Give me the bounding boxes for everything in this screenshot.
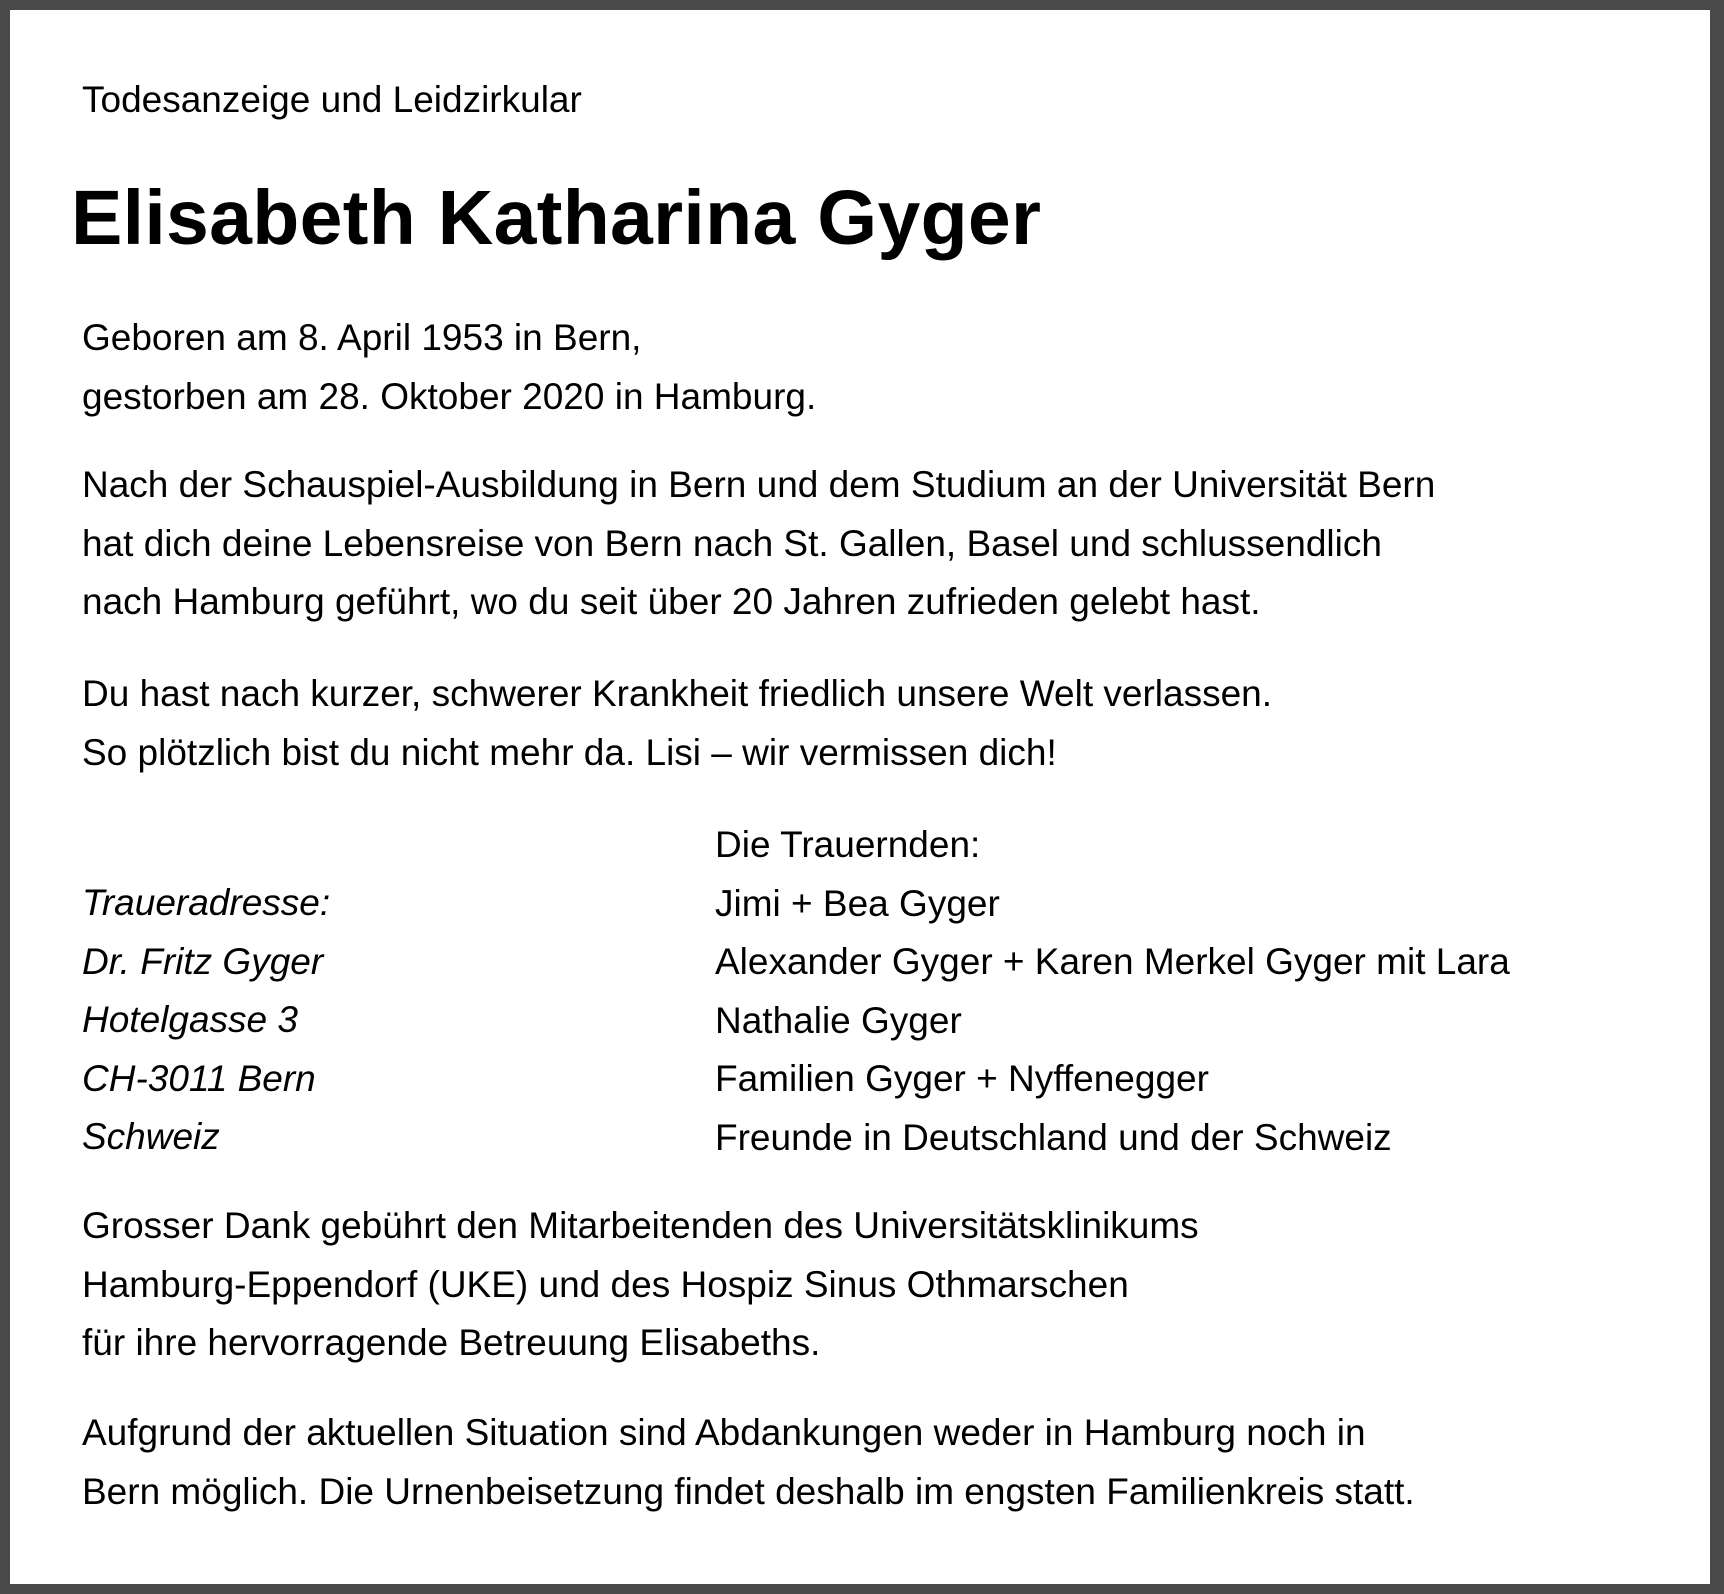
ceremony-paragraph bbox=[82, 1404, 1415, 1521]
address-line: Schweiz bbox=[82, 1116, 220, 1157]
mourner-name: Jimi + Bea Gyger bbox=[715, 882, 1000, 924]
thanks-line: für ihre hervorragende Betreuung Elisabeths. bbox=[82, 1322, 821, 1363]
address-line: Dr. Fritz Gyger bbox=[82, 940, 324, 982]
biography-line: Nach der Schauspiel-Ausbildung in Bern und dem Studium an der Universität Bern bbox=[82, 464, 1436, 505]
thanks-line: Hamburg-Eppendorf (UKE) und des Hospiz Sinus Othmarschen bbox=[82, 1263, 1129, 1305]
ceremony-line: Bern möglich. Die Urnenbeisetzung findet deshalb im engsten Familienkreis statt. bbox=[82, 1470, 1415, 1512]
thanks-paragraph bbox=[82, 1197, 1199, 1373]
birth-line: Geboren am 8. April 1953 in Bern, bbox=[82, 317, 642, 358]
address-label: Traueradresse: bbox=[82, 882, 331, 923]
life-dates bbox=[82, 309, 816, 426]
mourner-name: Nathalie Gyger bbox=[715, 999, 962, 1041]
ceremony-line: Aufgrund der aktuellen Situation sind Abdankungen weder in Hamburg noch in bbox=[82, 1412, 1366, 1453]
death-line: gestorben am 28. Oktober 2020 in Hamburg. bbox=[82, 375, 817, 417]
mourner-name: Freunde in Deutschland und der Schweiz bbox=[715, 1116, 1392, 1158]
farewell-paragraph bbox=[82, 665, 1272, 782]
biography-line: hat dich deine Lebensreise von Bern nach St. Gallen, Basel und schlussendlich bbox=[82, 522, 1382, 564]
thanks-line: Grosser Dank gebührt den Mitarbeitenden des Universitätsklinikums bbox=[82, 1205, 1199, 1246]
notice-type: Todesanzeige und Leidzirkular bbox=[82, 79, 582, 120]
biography-paragraph bbox=[82, 456, 1435, 632]
mourner-name: Familien Gyger + Nyffenegger bbox=[715, 1058, 1209, 1099]
mourner-name: Alexander Gyger + Karen Merkel Gyger mit Lara bbox=[715, 941, 1510, 982]
mourning-address bbox=[82, 874, 330, 1167]
address-line: Hotelgasse 3 bbox=[82, 999, 298, 1040]
mourners-heading: Die Trauernden: bbox=[715, 824, 981, 865]
farewell-line: Du hast nach kurzer, schwerer Krankheit friedlich unsere Welt verlassen. bbox=[82, 673, 1273, 714]
address-line: CH-3011 Bern bbox=[82, 1057, 316, 1099]
mourners-list bbox=[715, 816, 1510, 1167]
deceased-name: Elisabeth Katharina Gyger bbox=[71, 175, 1042, 261]
farewell-line: So plötzlich bist du nicht mehr da. Lisi – wir vermissen dich! bbox=[82, 731, 1057, 773]
biography-line: nach Hamburg geführt, wo du seit über 20 Jahren zufrieden gelebt hast. bbox=[82, 581, 1261, 622]
